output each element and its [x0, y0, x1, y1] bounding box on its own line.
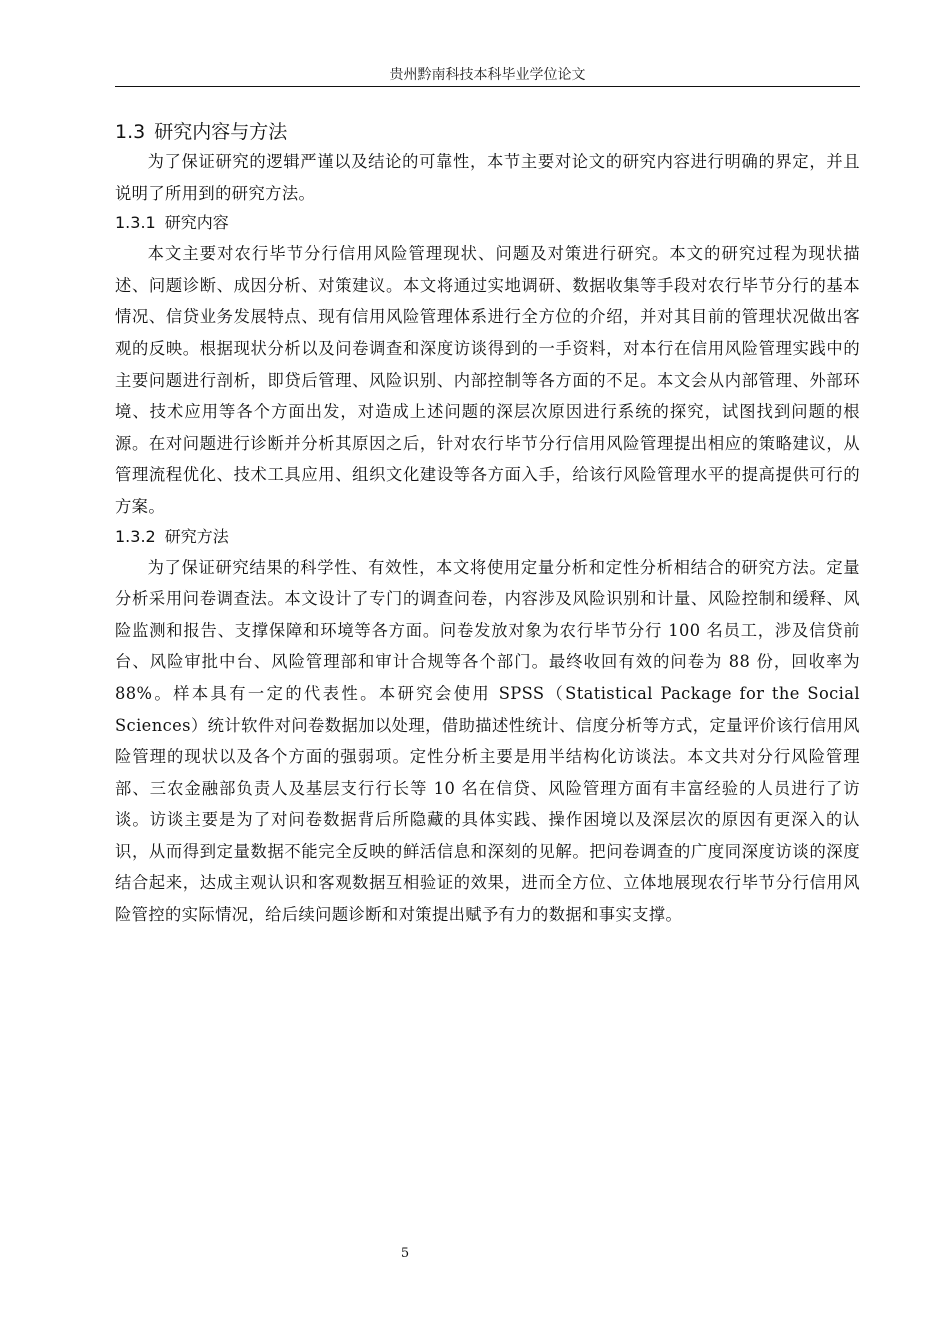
section-heading: [115, 118, 860, 146]
header-rule: [115, 86, 860, 87]
research-content-paragraph: 本文主要对农行毕节分行信用风险管理现状、问题及对策进行研究。本文的研究过程为现状描述、问题诊断、成因分析、对策建议。本文将通过实地调研、数据收集等手段对农行毕节分行的基本情况、信贷业务发展特点、现有信用风险管理体系进行全方位的介绍，并对其目前的管理状况做出客观的反映。根据现状分析以及问卷调查和深度访谈得到的一手资料，对本行在信用风险管理实践中的主要问题进行剖析，即贷后管理、风险识别、内部控制等各方面的不足。本文会从内部管理、外部环境、技术应用等各个方面出发，对造成上述问题的深层次原因进行系统的探究，试图找到问题的根源。在对问题进行诊断并分析其原因之后，针对农行毕节分行信用风险管理提出相应的策略建议，从管理流程优化、技术工具应用、组织文化建设等各方面入手，给该行风险管理水平的提高提供可行的方案。: [115, 244, 860, 516]
research-methods-paragraph: 为了保证研究结果的科学性、有效性，本文将使用定量分析和定性分析相结合的研究方法。定量分析采用问卷调查法。本文设计了专门的调查问卷，内容涉及风险识别和计量、风险控制和缓释、风险监测和报告、支撑保障和环境等各方面。问卷发放对象为农行毕节分行 100 名员工，涉及信贷前台、风险审批中台、风险管理部和审计合规等各个部门。最终收回有效的问卷为 88 份，回收率为 88%。样本具有一定的代表性。本研究会使用 SPSS（Statistical Package for the Social Sciences）统计软件对问卷数据加以处理，借助描述性统计、信度分析等方式，定量评价该行信用风险管理的现状以及各个方面的强弱项。定性分析主要是用半结构化访谈法。本文共对分行风险管理部、三农金融部负责人及基层支行行长等 10 名在信贷、风险管理方面有丰富经验的人员进行了访谈。访谈主要是为了对问卷数据背后所隐藏的具体实践、操作困境以及深层次的原因有更深入的认识，从而得到定量数据不能完全反映的鲜活信息和深刻的见解。把问卷调查的广度同深度访谈的深度结合起来，达成主观认识和客观数据互相验证的效果，进而全方位、立体地展现农行毕节分行信用风险管控的实际情况，给后续问题诊断和对策提出赋予有力的数据和事实支撑。: [115, 557, 860, 925]
page-number: 5: [400, 1246, 410, 1261]
running-header: 贵州黔南科技本科毕业学位论文: [389, 67, 586, 83]
subsection-title: 研究内容: [164, 213, 229, 233]
subsection-heading-research-methods: [115, 523, 860, 550]
subsection-number: 1.3.1: [115, 213, 156, 233]
section-title: 研究内容与方法: [154, 121, 288, 143]
section-intro-paragraph: 为了保证研究的逻辑严谨以及结论的可靠性，本节主要对论文的研究内容进行明确的界定，并且说明了所用到的研究方法。: [115, 152, 860, 203]
subsection-heading-research-content: [115, 209, 860, 236]
section-number: 1.3: [115, 121, 146, 143]
subsection-number: 1.3.2: [115, 526, 156, 546]
subsection-title: 研究方法: [164, 526, 229, 546]
page-body: [115, 118, 860, 931]
